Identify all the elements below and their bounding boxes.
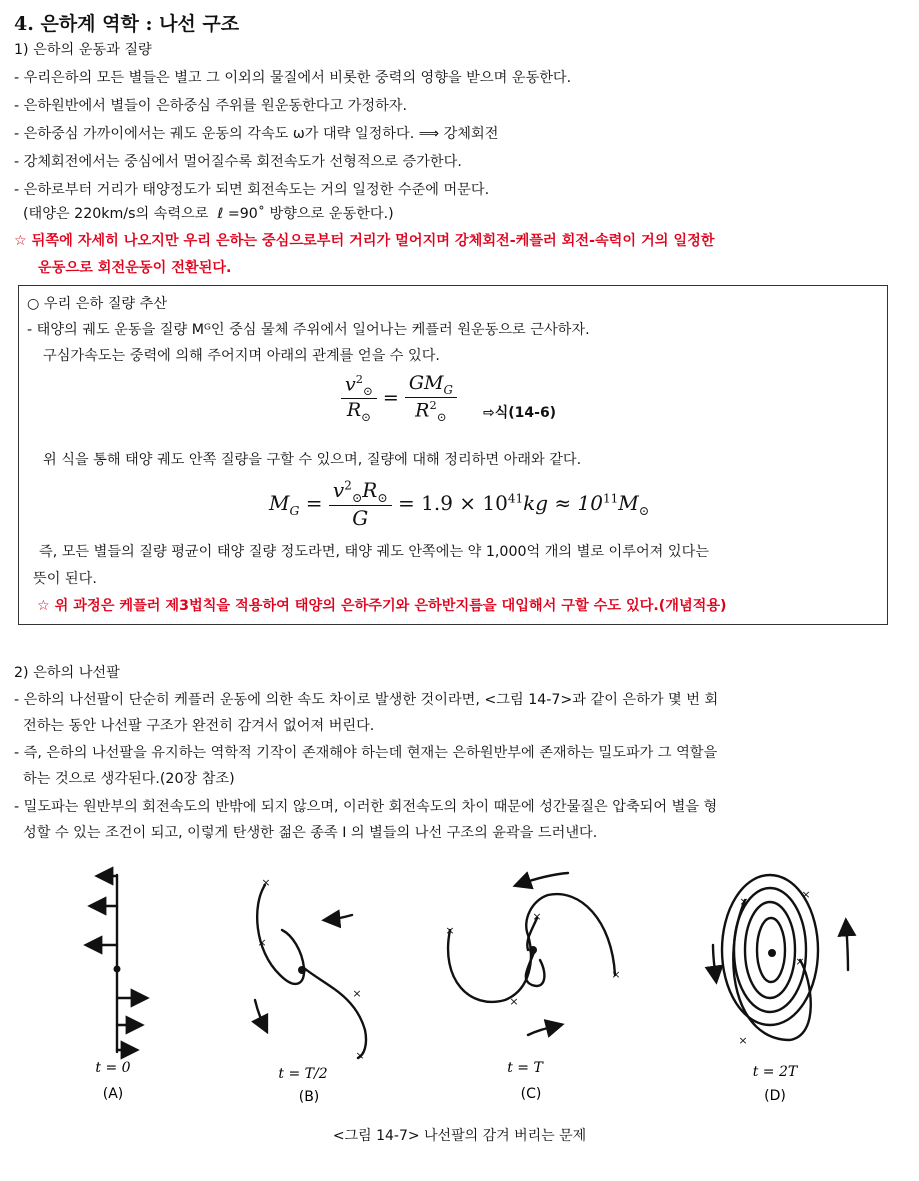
eq2-exponent: 41 (507, 490, 524, 505)
section1-note-line-2: 운동으로 회전운동이 전환된다. (38, 260, 232, 276)
svg-text:×: × (257, 936, 267, 949)
panel-d-drawing (713, 875, 848, 1040)
svg-text:×: × (611, 968, 621, 981)
galaxy-mass-equation: $M_G$ = $\frac{v^2_⊙R_⊙}{G}$ = $1.9 \times 10^{41}kg \approx 10^{11}M_⊙$ (269, 478, 650, 530)
section1-line-2: - 은하원반에서 별들이 은하중심 주위를 원운동한다고 가정하자. (14, 98, 408, 114)
eq2-unit: kg ≈ 10 (523, 490, 603, 515)
eq1-left-fraction: $\frac{v^2_⊙}{R_⊙}$ (341, 372, 377, 424)
box-line-1: - 태양의 궤도 운동을 질량 Mᴳ인 중심 물체 주위에서 일어나는 케플러 원운동으로 근사하자. (27, 322, 590, 338)
svg-text:×: × (352, 987, 362, 1000)
panel-d-time: t = 2T (752, 1064, 798, 1080)
panel-c-label: (C) (520, 1086, 542, 1102)
eq2-value: = 1.9 × 10 (398, 490, 508, 515)
section1-heading: 1) 은하의 운동과 질량 (14, 42, 152, 58)
box-line-2: 구심가속도는 중력에 의해 주어지며 아래의 관계를 얻을 수 있다. (43, 348, 440, 364)
section2-line-1: - 은하의 나선팔이 단순히 케플러 운동에 의한 속도 차이로 발생한 것이라면, <그림 14-7>과 같이 은하가 몇 번 회 (14, 692, 719, 708)
equation-reference: ⇨식(14-6) (483, 405, 557, 421)
svg-text:×: × (261, 876, 271, 889)
section1-note-line-1: ☆ 뒤쪽에 자세히 나오지만 우리 은하는 중심으로부터 거리가 멀어지며 강체회전-케플러 회전-속력이 거의 일정한 (14, 233, 715, 249)
panel-c-drawing (448, 873, 615, 1035)
box-heading: ○ 우리 은하 질량 추산 (27, 296, 168, 312)
eq2-fraction: $\frac{v^2_⊙R_⊙}{G}$ (329, 478, 392, 530)
section2-line-5: - 밀도파는 원반부의 회전속도의 반밖에 되지 않으며, 이러한 회전속도의 차이 때문에 성간물질은 압축되어 별을 형 (14, 799, 718, 815)
eq2-exponent-2: 11 (603, 490, 619, 505)
svg-text:×: × (739, 895, 749, 908)
box-line-4: 즉, 모든 별들의 질량 평균이 태양 질량 정도라면, 태양 궤도 안쪽에는 약 1,000억 개의 별로 이루어져 있다는 (39, 544, 710, 560)
box-line-5: 뜻이 된다. (33, 571, 97, 587)
panel-d-label: (D) (764, 1088, 786, 1104)
section1-line-3: - 은하중심 가까이에서는 궤도 운동의 각속도 ω가 대략 일정하다. ⟹ 강체회전 (14, 126, 499, 142)
equation-14-6: $\frac{v^2_⊙}{R_⊙}$ = $\frac{GM_G}{R^2_⊙}$ (341, 372, 457, 424)
panel-c-time: t = T (507, 1060, 543, 1076)
section1-line-5: - 은하로부터 거리가 태양정도가 되면 회전속도는 거의 일정한 수준에 머문다. (14, 182, 490, 198)
svg-text:×: × (355, 1049, 365, 1062)
box-note: ☆ 위 과정은 케플러 제3법칙을 적용하여 태양의 은하주기와 은하반지름을 대입해서 구할 수도 있다.(개념적용) (37, 598, 727, 614)
panel-a-label: (A) (102, 1086, 124, 1102)
svg-text:×: × (795, 955, 805, 968)
page-title: 4. 은하계 역학 : 나선 구조 (14, 13, 240, 35)
section2-heading: 2) 은하의 나선팔 (14, 665, 120, 681)
section2-line-6: 성할 수 있는 조건이 되고, 이렇게 탄생한 젊은 종족 I 의 별들의 나선 구조의 윤곽을 드러낸다. (14, 825, 598, 841)
svg-text:×: × (801, 888, 811, 901)
panel-a-drawing (88, 875, 145, 1052)
svg-text:×: × (738, 1034, 748, 1047)
section1-line-1: - 우리은하의 모든 별들은 별고 그 이외의 물질에서 비롯한 중력의 영향을 받으며 운동한다. (14, 70, 572, 86)
panel-b-drawing (255, 885, 366, 1058)
panel-b-time: t = T/2 (278, 1066, 328, 1082)
box-line-3: 위 식을 통해 태양 궤도 안쪽 질량을 구할 수 있으며, 질량에 대해 정리하면 아래와 같다. (43, 452, 582, 468)
section2-line-4: 하는 것으로 생각된다.(20장 참조) (14, 771, 235, 787)
eq1-right-fraction: $\frac{GM_G}{R^2_⊙}$ (405, 372, 457, 424)
svg-text:×: × (509, 995, 519, 1008)
section2-line-2: 전하는 동안 나선팔 구조가 완전히 감겨서 없어져 버린다. (14, 718, 375, 734)
section1-line-6: (태양은 220km/s의 속력으로 ℓ =90˚ 방향으로 운동한다.) (14, 206, 394, 222)
figure-caption: <그림 14-7> 나선팔의 감겨 버리는 문제 (332, 1128, 587, 1144)
svg-text:×: × (532, 910, 542, 923)
panel-b-label: (B) (298, 1089, 320, 1105)
svg-text:×: × (445, 924, 455, 937)
section2-line-3: - 즉, 은하의 나선팔을 유지하는 역학적 기작이 존재해야 하는데 현재는 은하원반부에 존재하는 밀도파가 그 역할을 (14, 745, 718, 761)
panel-a-time: t = 0 (95, 1060, 131, 1076)
section1-line-4: - 강체회전에서는 중심에서 멀어질수록 회전속도가 선형적으로 증가한다. (14, 154, 462, 170)
